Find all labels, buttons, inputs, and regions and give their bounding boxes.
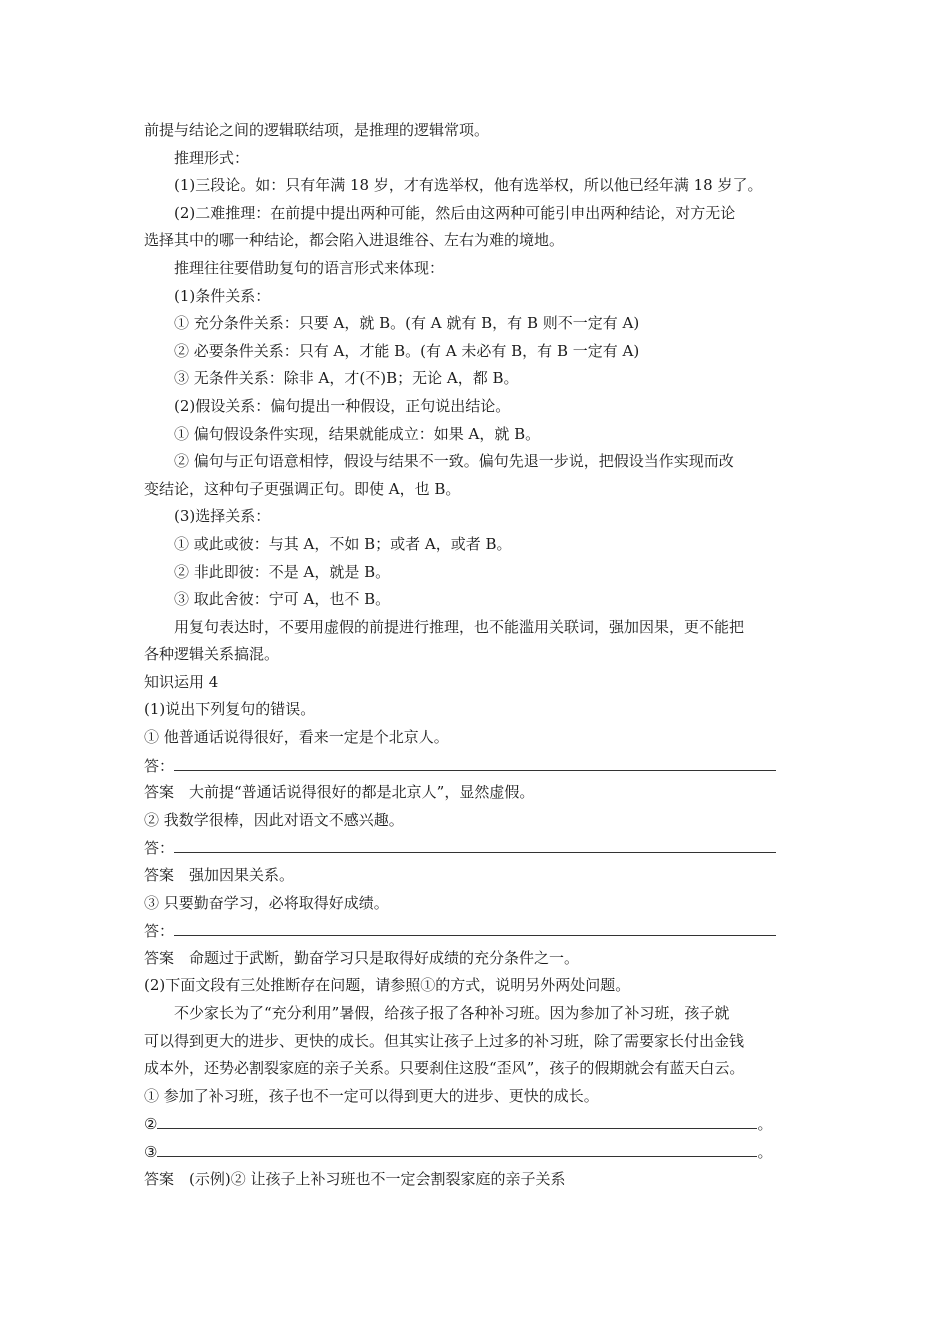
blank-end-2: 。: [757, 1115, 773, 1134]
selection-item-3: ③ 取此舍彼：宁可 A，也不 B。: [174, 590, 391, 609]
solution-3: 答案 命题过于武断，勤奋学习只是取得好成绩的充分条件之一。: [144, 948, 580, 967]
form-dilemma-line2: 选择其中的哪一种结论，都会陷入进退维谷、左右为难的境地。: [144, 231, 565, 250]
question-1-prompt: (1)说出下列复句的错误。: [144, 700, 316, 719]
forms-heading: 推理形式：: [174, 148, 250, 167]
answer-blank-1[interactable]: [174, 752, 776, 771]
hypothesis-heading: (2)假设关系：偏句提出一种假设，正句说出结论。: [174, 396, 511, 415]
form-dilemma-line1: (2)二难推理：在前提中提出两种可能，然后由这两种可能引申出两种结论，对方无论: [174, 203, 736, 222]
hypothesis-item-2-line1: ② 偏句与正句语意相悖，假设与结果不一致。偏句先退一步说，把假设当作实现而改: [174, 452, 734, 471]
answer-line-2: [144, 834, 814, 862]
question-2-solution: 答案 (示例)② 让孩子上补习班也不一定会割裂家庭的亲子关系: [144, 1169, 566, 1188]
solution-1: 答案 大前提“普通话说得很好的都是北京人”，显然虚假。: [144, 783, 535, 802]
selection-item-2: ② 非此即彼：不是 A，就是 B。: [174, 562, 391, 581]
page-content: [144, 117, 814, 1193]
passage-line3: 成本外，还势必割裂家庭的亲子关系。只要刹住这股“歪风”，孩子的假期就会有蓝天白云。: [144, 1059, 745, 1078]
answer-label: 答：: [144, 922, 175, 941]
blank-line-3: [144, 1138, 814, 1166]
blank-line-2: [144, 1110, 814, 1138]
selection-item-1: ① 或此或彼：与其 A，不如 B；或者 A，或者 B。: [174, 534, 512, 553]
caution-line1: 用复句表达时，不要用虚假的前提进行推理，也不能滥用关联词，强加因果，更不能把: [174, 617, 745, 636]
blank-end-3: 。: [757, 1142, 773, 1161]
answer-blank-q2-3[interactable]: [157, 1138, 757, 1157]
answer-label: 答：: [144, 839, 175, 858]
hypothesis-item-1: ① 偏句假设条件实现，结果就能成立：如果 A，就 B。: [174, 424, 541, 443]
condition-item-3: ③ 无条件关系：除非 A，才(不)B；无论 A，都 B。: [174, 369, 519, 388]
solution-2: 答案 强加因果关系。: [144, 866, 295, 885]
question-1-item-1: ① 他普通话说得很好，看来一定是个北京人。: [144, 728, 449, 747]
condition-heading: (1)条件关系：: [174, 286, 271, 305]
condition-item-1: ① 充分条件关系：只要 A，就 B。(有 A 就有 B，有 B 则不一定有 A): [174, 314, 640, 333]
question-2-prompt: (2)下面文段有三处推断存在问题，请参照①的方式，说明另外两处问题。: [144, 976, 631, 995]
form-syllogism: (1)三段论。如：只有年满 18 岁，才有选举权，他有选举权，所以他已经年满 18 岁了。: [174, 176, 763, 195]
answer-line-3: [144, 917, 814, 945]
passage-line1: 不少家长为了“充分利用”暑假，给孩子报了各种补习班。因为参加了补习班，孩子就: [174, 1004, 730, 1022]
selection-heading: (3)选择关系：: [174, 507, 271, 526]
question-1-item-2: ② 我数学很棒，因此对语文不感兴趣。: [144, 810, 404, 829]
condition-item-2: ② 必要条件关系：只有 A，才能 B。(有 A 未必有 B，有 B 一定有 A): [174, 341, 640, 360]
blank-marker-2: ②: [144, 1115, 158, 1134]
answer-blank-3[interactable]: [174, 917, 776, 936]
answer-line-1: [144, 752, 814, 780]
exercise-title: 知识运用 4: [144, 672, 219, 691]
question-1-item-3: ③ 只要勤奋学习，必将取得好成绩。: [144, 893, 389, 912]
hypothesis-item-2-line2: 变结论，这种句子更强调正句。即使 A，也 B。: [144, 479, 461, 498]
example-answer: ① 参加了补习班，孩子也不一定可以得到更大的进步、更快的成长。: [144, 1086, 599, 1105]
answer-blank-q2-2[interactable]: [157, 1110, 757, 1129]
paragraph-line: 前提与结论之间的逻辑联结项，是推理的逻辑常项。: [144, 121, 490, 139]
complex-sentence-intro: 推理往往要借助复句的语言形式来体现：: [174, 258, 445, 277]
answer-label: 答：: [144, 756, 175, 775]
passage-line2: 可以得到更大的进步、更快的成长。但其实让孩子上过多的补习班，除了需要家长付出金钱: [144, 1031, 745, 1050]
answer-blank-2[interactable]: [174, 834, 776, 853]
caution-line2: 各种逻辑关系搞混。: [144, 645, 280, 664]
blank-marker-3: ③: [144, 1142, 158, 1161]
